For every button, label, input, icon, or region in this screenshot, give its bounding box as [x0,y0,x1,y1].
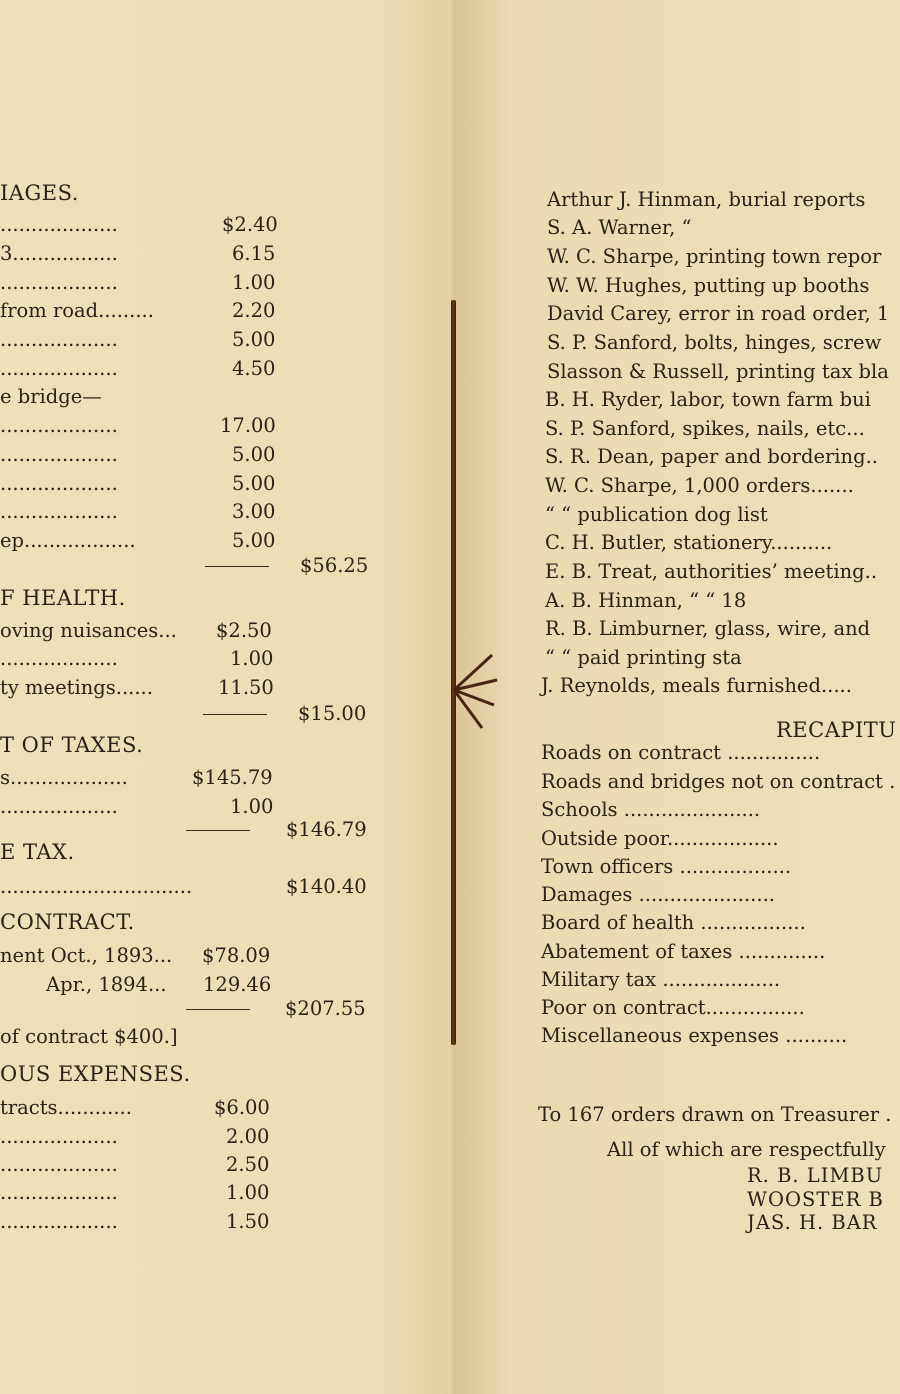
damages-row-label: ................... [0,271,118,294]
taxes-heading: T OF TAXES. [0,733,144,757]
health-row-label: oving nuisances... [0,619,177,642]
expense-entry: W. W. Hughes, putting up booths [547,274,870,297]
recap-row: Roads and bridges not on contract . [541,770,896,793]
contract-total: $207.55 [285,997,366,1020]
taxes-row-amount: 1.00 [230,795,274,818]
damages-row-amount: 5.00 [232,328,276,351]
expense-entry: W. C. Sharpe, printing town repor [547,245,882,268]
damages-row-label: 3................. [0,242,118,265]
expense-entry: C. H. Butler, stationery.......... [545,531,833,554]
damages-row-amount: 5.00 [232,443,276,466]
damages-row-amount: 5.00 [232,529,276,552]
damages-row-label: ................... [0,357,118,380]
expense-entry: Slasson & Russell, printing tax bla [547,360,889,383]
signature-name: R. B. LIMBU [747,1164,884,1187]
recap-row: Board of health ................. [541,911,806,934]
expense-entry: “ “ publication dog list [545,503,768,526]
damages-row-label: ................... [0,213,118,236]
damages-row-label: ................... [0,472,118,495]
etax-total: $140.40 [286,875,367,898]
damages-row-amount: 6.15 [232,242,276,265]
misc-row-amount: 2.00 [226,1125,270,1148]
taxes-row-label: s................... [0,766,128,789]
subtotal-rule [186,830,250,831]
damages-row-amount: 4.50 [232,357,276,380]
recap-row: Miscellaneous expenses .......... [541,1024,848,1047]
health-row-amount: $2.50 [216,619,272,642]
subtotal-rule [205,566,269,567]
misc-row-label: tracts............ [0,1096,132,1119]
health-total: $15.00 [298,702,367,725]
contract-row-label: Apr., 1894... [46,973,167,996]
etax-heading: E TAX. [0,840,75,864]
health-heading: F HEALTH. [0,586,126,610]
misc-row-amount: 1.00 [226,1181,270,1204]
expense-entry: Arthur J. Hinman, burial reports [547,188,866,211]
subtotal-rule [203,714,267,715]
damages-heading: IAGES. [0,181,79,205]
recap-row: Town officers .................. [541,855,792,878]
respect-line: All of which are respectfully [607,1138,886,1161]
misc-row-amount: $6.00 [214,1096,270,1119]
damages-row-label: ep.................. [0,529,136,552]
misc-row-label: ................... [0,1210,118,1233]
binding-knot [452,650,512,730]
damages-subheading: e bridge— [0,385,102,408]
misc-row-label: ................... [0,1181,118,1204]
expense-entry: S. R. Dean, paper and bordering.. [545,445,878,468]
damages-row-amount: 17.00 [220,414,276,437]
recap-row: Roads on contract ............... [541,741,821,764]
health-row-label: ty meetings...... [0,676,153,699]
recap-row: Abatement of taxes .............. [541,940,826,963]
recap-heading: RECAPITU [776,718,897,742]
etax-row-label: ............................... [0,875,193,898]
misc-row-amount: 1.50 [226,1210,270,1233]
recap-row: Outside poor.................. [541,827,779,850]
signature-name: JAS. H. BAR [747,1211,878,1234]
recap-row: Poor on contract................ [541,996,805,1019]
expense-entry: E. B. Treat, authorities’ meeting.. [545,560,878,583]
damages-row-amount: 1.00 [232,271,276,294]
recap-row: Schools ...................... [541,798,761,821]
taxes-row-amount: $145.79 [192,766,273,789]
damages-row-label: from road......... [0,299,154,322]
expense-entry: “ “ paid printing sta [545,646,742,669]
damages-row-label: ................... [0,328,118,351]
contract-heading: CONTRACT. [0,910,135,934]
expense-entry: S. P. Sanford, bolts, hinges, screw [547,331,882,354]
damages-row-amount: 3.00 [232,500,276,523]
misc-heading: OUS EXPENSES. [0,1062,191,1086]
expense-entry: W. C. Sharpe, 1,000 orders....... [545,474,854,497]
damages-row-label: ................... [0,414,118,437]
expense-entry: J. Reynolds, meals furnished..... [541,674,852,697]
contract-note: of contract $400.] [0,1025,178,1048]
taxes-row-label: ................... [0,795,118,818]
subtotal-rule [186,1009,250,1010]
damages-row-amount: $2.40 [222,213,278,236]
health-row-label: ................... [0,647,118,670]
expense-entry: R. B. Limburner, glass, wire, and [545,617,871,640]
expense-entry: David Carey, error in road order, 1 [547,302,890,325]
misc-row-label: ................... [0,1153,118,1176]
recap-row: Damages ...................... [541,883,775,906]
contract-row-amount: $78.09 [202,944,271,967]
orders-line: To 167 orders drawn on Treasurer . [538,1103,892,1126]
damages-total: $56.25 [300,554,369,577]
damages-row-amount: 5.00 [232,472,276,495]
damages-row-label: ................... [0,500,118,523]
expense-entry: S. A. Warner, “ [547,216,692,239]
signature-name: WOOSTER B [747,1188,884,1211]
damages-row-label: ................... [0,443,118,466]
expense-entry: S. P. Sanford, spikes, nails, etc... [545,417,865,440]
health-row-amount: 1.00 [230,647,274,670]
taxes-total: $146.79 [286,818,367,841]
contract-row-amount: 129.46 [203,973,272,996]
recap-row: Military tax ................... [541,968,781,991]
contract-row-label: nent Oct., 1893... [0,944,173,967]
misc-row-label: ................... [0,1125,118,1148]
misc-row-amount: 2.50 [226,1153,270,1176]
expense-entry: B. H. Ryder, labor, town farm bui [545,388,871,411]
expense-entry: A. B. Hinman, “ “ 18 [545,589,747,612]
health-row-amount: 11.50 [218,676,274,699]
damages-row-amount: 2.20 [232,299,276,322]
